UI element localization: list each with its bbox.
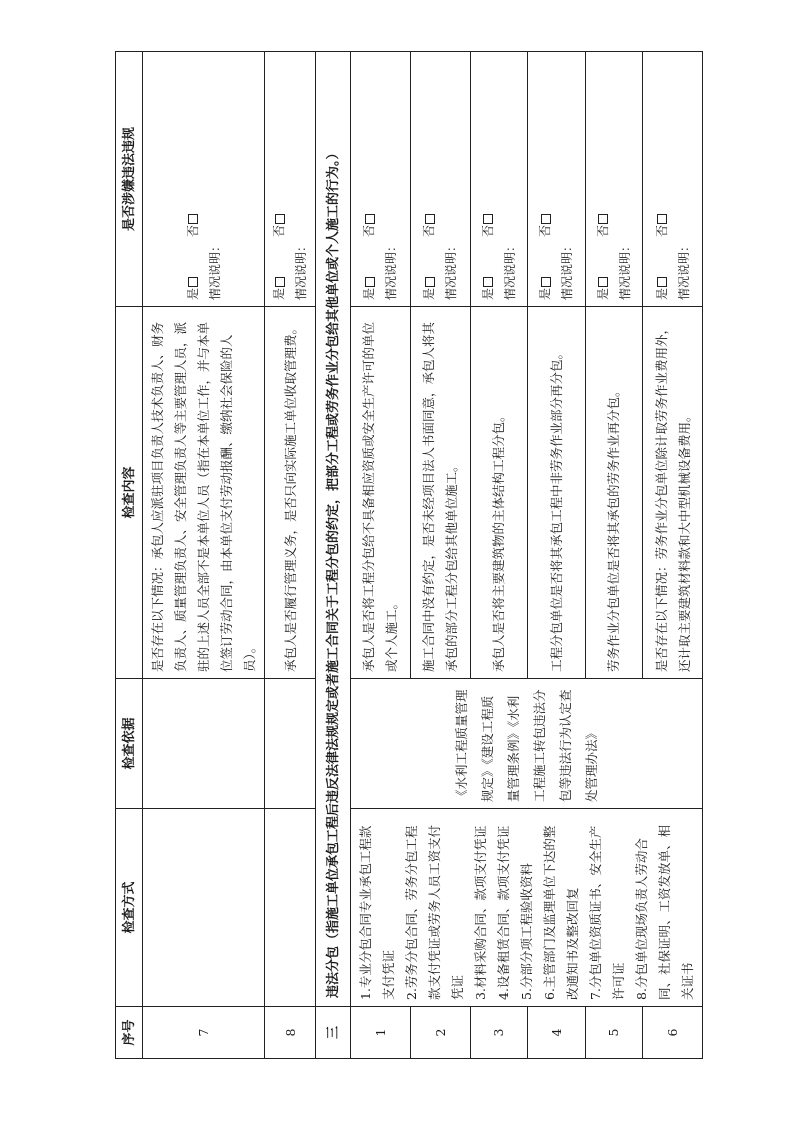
yes-label: 是 bbox=[480, 287, 495, 300]
verdict-cell bbox=[410, 52, 470, 307]
note-label: 情况说明： bbox=[502, 239, 517, 300]
header-method: 检查方式 bbox=[116, 809, 143, 1007]
verdict-cell bbox=[585, 52, 643, 307]
basis-cell-empty bbox=[265, 679, 316, 809]
row-seq: 6 bbox=[643, 1007, 703, 1059]
content-cell: 是否存在以下情况：劳务作业分包单位除计取劳务作业费用外，还计取主要建筑材料款和大中型机械设备费用。 bbox=[643, 307, 703, 679]
row-seq: 7 bbox=[143, 1007, 265, 1059]
row-seq: 5 bbox=[585, 1007, 643, 1059]
section-seq: 三 bbox=[316, 1007, 351, 1059]
content-cell: 承包人是否将主要建筑物的主体结构工程分包。 bbox=[470, 307, 528, 679]
method-item: 8.分包单位现场负责人劳动合同、社保证明、工资发放单、相关证书 bbox=[634, 824, 695, 1000]
note-label: 情况说明： bbox=[444, 239, 459, 300]
yes-label: 是 bbox=[272, 287, 286, 300]
verdict-cell bbox=[528, 52, 586, 307]
yes-checkbox[interactable] bbox=[483, 277, 493, 287]
yes-checkbox[interactable] bbox=[598, 277, 608, 287]
table-row bbox=[265, 52, 316, 1059]
yes-checkbox[interactable] bbox=[188, 277, 198, 287]
header-verdict: 是否涉嫌违法违规 bbox=[116, 52, 143, 307]
no-checkbox[interactable] bbox=[365, 214, 375, 224]
yes-checkbox[interactable] bbox=[541, 277, 551, 287]
row-seq: 1 bbox=[351, 1007, 411, 1059]
yes-checkbox[interactable] bbox=[275, 277, 285, 287]
no-label: 否 bbox=[362, 224, 377, 237]
table-row bbox=[143, 52, 265, 1059]
method-item: 1.专业分包合同专业承包工程款支付凭证 bbox=[358, 825, 396, 1000]
row-seq: 8 bbox=[265, 1007, 316, 1059]
row-seq: 2 bbox=[410, 1007, 470, 1059]
no-label: 否 bbox=[595, 224, 610, 237]
yes-checkbox[interactable] bbox=[365, 277, 375, 287]
yes-label: 是 bbox=[185, 287, 200, 300]
method-item: 2.劳务分包合同、劳务分包工程款支付凭证或劳务人员工资支付凭证 bbox=[404, 824, 465, 1000]
yes-label: 是 bbox=[362, 287, 377, 300]
table-row bbox=[351, 52, 411, 1059]
no-checkbox[interactable] bbox=[188, 214, 198, 224]
method-item: 3.材料采购合同、款项支付凭证 bbox=[473, 825, 488, 1000]
section-title: 违法分包（指施工单位承包工程后违反法律法规规定或者施工合同关于工程分包的约定，把部分工程或劳务作业分包给其他单位或个人施工的行为。） bbox=[316, 52, 351, 1007]
note-label: 情况说明： bbox=[560, 239, 575, 300]
yes-checkbox[interactable] bbox=[657, 277, 667, 287]
header-row bbox=[116, 52, 143, 1059]
no-checkbox[interactable] bbox=[275, 214, 285, 224]
no-label: 否 bbox=[654, 224, 669, 237]
yes-label: 是 bbox=[654, 287, 669, 300]
verdict-cell bbox=[143, 52, 265, 307]
verdict-cell bbox=[351, 52, 411, 307]
content-cell: 施工合同中没有约定，是否未经项目法人书面同意，承包人将其承包的部分工程分包给其他单位施工。 bbox=[410, 307, 470, 679]
header-content: 检查内容 bbox=[116, 307, 143, 679]
yes-label: 是 bbox=[538, 287, 553, 300]
method-item: 6.主管部门及监理单位下达的整改通知书及整改回复 bbox=[542, 825, 580, 1000]
row-seq: 4 bbox=[528, 1007, 586, 1059]
content-cell: 工程分包单位是否将其承包工程中非劳务作业部分再分包。 bbox=[528, 307, 586, 679]
no-checkbox[interactable] bbox=[483, 214, 493, 224]
no-label: 否 bbox=[422, 224, 437, 237]
method-cell-empty bbox=[143, 809, 265, 1007]
note-label: 情况说明： bbox=[294, 239, 308, 300]
note-label: 情况说明： bbox=[384, 239, 399, 300]
note-label: 情况说明： bbox=[617, 239, 632, 300]
note-label: 情况说明： bbox=[676, 239, 691, 300]
no-label: 否 bbox=[272, 224, 286, 237]
yes-label: 是 bbox=[422, 287, 437, 300]
method-item: 4.设备租赁合同、款项支付凭证 bbox=[496, 825, 511, 1000]
inspection-table bbox=[115, 51, 703, 1059]
content-cell: 劳务作业分包单位是否将其承包的劳务作业再分包。 bbox=[585, 307, 643, 679]
header-seq: 序号 bbox=[116, 1007, 143, 1059]
content-cell: 承包人是否履行管理义务，是否只向实际施工单位收取管理费。 bbox=[265, 307, 316, 679]
no-label: 否 bbox=[538, 224, 553, 237]
content-cell: 承包人是否将工程分包给不具备相应资质或安全生产许可的单位或个人施工。 bbox=[351, 307, 411, 679]
no-label: 否 bbox=[480, 224, 495, 237]
no-label: 否 bbox=[185, 224, 200, 237]
no-checkbox[interactable] bbox=[425, 214, 435, 224]
basis-cell: 《水利工程质量管理规定》《建设工程质量管理条例》《水利工程施工转包违法分包等违法行为认定查处管理办法》 bbox=[351, 679, 703, 809]
yes-label: 是 bbox=[595, 287, 610, 300]
method-item: 7.分包单位资质证书、安全生产许可证 bbox=[588, 825, 626, 1000]
note-label: 情况说明： bbox=[207, 239, 222, 300]
row-seq: 3 bbox=[470, 1007, 528, 1059]
content-cell: 是否存在以下情况：承包人应派驻项目负责人技术负责人、财务负责人、质量管理负责人、安全管理负责人等主要管理人员，派驻的上述人员全部不是本单位人员（指在本单位工作，并与本单位签订劳动合同，由本单位支付劳动报酬、缴纳社会保险的人员）。 bbox=[143, 307, 265, 679]
no-checkbox[interactable] bbox=[541, 214, 551, 224]
basis-cell-empty bbox=[143, 679, 265, 809]
no-checkbox[interactable] bbox=[657, 214, 667, 224]
method-cell-empty bbox=[265, 809, 316, 1007]
section-row bbox=[316, 52, 351, 1059]
no-checkbox[interactable] bbox=[598, 214, 608, 224]
verdict-cell bbox=[643, 52, 703, 307]
yes-checkbox[interactable] bbox=[425, 277, 435, 287]
header-basis: 检查依据 bbox=[116, 679, 143, 809]
method-item: 5.分部分项工程验收资料 bbox=[519, 863, 534, 1000]
verdict-cell bbox=[265, 52, 316, 307]
verdict-cell bbox=[470, 52, 528, 307]
method-cell bbox=[351, 809, 703, 1007]
